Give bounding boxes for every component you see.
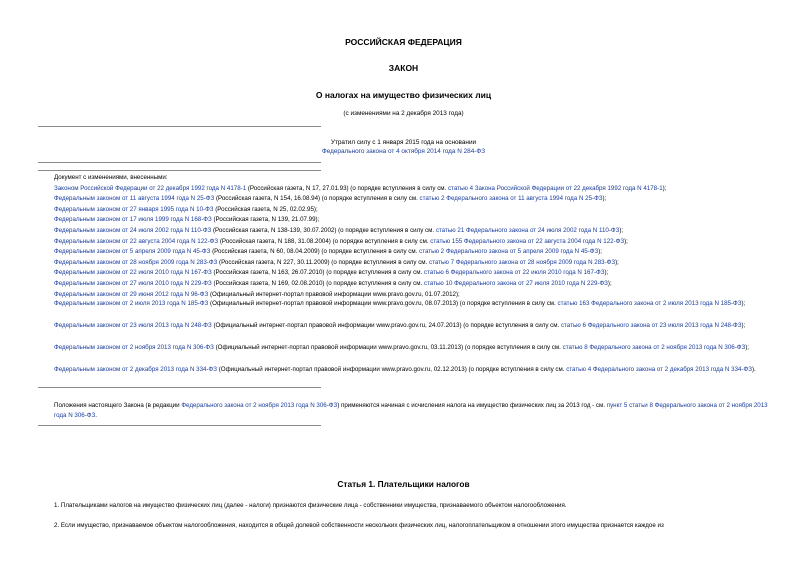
amendment-row: [54, 215, 770, 226]
amendment-tail: );: [602, 195, 607, 203]
amendment-source: (Российская газета, N 60, 08.04.2009) (о порядке вступления в силу см.: [210, 248, 420, 256]
amendment-article-link[interactable]: статью 10 Федерального закона от 27 июля 2010 года N 229-ФЗ: [423, 279, 608, 287]
law-heading: ЗАКОН: [388, 63, 419, 73]
amendment-tail: );: [745, 344, 750, 351]
amendment-tail: );: [615, 258, 619, 266]
amendment-source: (Официальный интернет-портал правовой информации www.pravo.gov.ru, 08.07.2013) (о порядке вступления в силу см.: [208, 300, 558, 307]
amendment-paragraph: [38, 321, 768, 331]
amendment-source: (Официальный интернет-портал правовой информации www.pravo.gov.ru, 24.07.2013) (о порядке вступления в силу см.: [211, 322, 561, 329]
federation-heading: РОССИЙСКАЯ ФЕДЕРАЦИЯ: [345, 37, 462, 47]
amendment-law-link[interactable]: Федеральным законом от 2 июля 2013 года N 185-ФЗ: [54, 300, 209, 307]
amendment-law-link[interactable]: Федеральным законом от 23 июля 2013 года N 248-ФЗ: [54, 322, 212, 329]
amendment-law-link[interactable]: Федеральным законом от 11 августа 1994 года N 25-ФЗ: [54, 195, 215, 203]
amendment-tail: );: [619, 226, 624, 234]
amendment-paragraph: [38, 365, 768, 375]
amendment-law-link[interactable]: Федеральным законом от 28 ноября 2009 года N 283-ФЗ: [54, 258, 218, 266]
amendment-row: [54, 279, 770, 290]
amendment-tail: );: [741, 300, 746, 307]
amendment-article-link[interactable]: статью 7 Федерального закона от 28 ноября 2009 года N 283-ФЗ: [429, 258, 616, 266]
rule: [38, 162, 321, 163]
amendment-row: [54, 226, 770, 237]
lost-force-text: Утратил силу с 1 января 2015 года на основании: [330, 139, 477, 146]
amendment-law-link[interactable]: Федеральным законом от 22 августа 2004 года N 122-ФЗ: [54, 237, 219, 245]
amendment-tail: );: [741, 322, 746, 329]
rule: [38, 170, 321, 171]
amendment-row: [54, 237, 770, 248]
amended-note: (с изменениями на 2 декабря 2013 года): [343, 110, 464, 117]
amendment-paragraph: [38, 299, 768, 309]
note-link-306fz[interactable]: Федерального закона от 2 ноября 2013 года N 306-ФЗ: [181, 402, 338, 409]
rule: [38, 387, 321, 388]
amendment-paragraph: [38, 343, 768, 353]
amendment-law-link[interactable]: Федеральным законом от 22 июля 2010 года N 167-ФЗ: [54, 269, 212, 277]
amendment-source: (Официальный интернет-портал правовой информации www.pravo.gov.ru, 03.11.2013) (о порядке вступления в силу см.: [213, 344, 563, 351]
amendment-law-link[interactable]: Федеральным законом от 17 июля 1999 года N 168-ФЗ: [54, 216, 212, 224]
amendment-source: (Российская газета, N 169, 02.08.2010) (о порядке вступления в силу см.: [211, 279, 424, 287]
rule: [38, 425, 321, 426]
amendment-article-link[interactable]: статью 6 Федерального закона от 22 июля 2010 года N 167-ФЗ: [423, 269, 605, 277]
amendment-law-link[interactable]: Законом Российской Федерации от 22 декабря 1992 года N 4178-1: [54, 184, 247, 192]
changes-intro: Документ с изменениями, внесенными:: [54, 174, 168, 181]
amendment-law-link[interactable]: Федеральным законом от 2 ноября 2013 года N 306-ФЗ: [54, 344, 214, 351]
amendment-article-link[interactable]: статью 155 Федерального закона от 22 августа 2004 года N 122-ФЗ: [430, 237, 625, 245]
amendment-tail: );: [607, 279, 612, 287]
amendment-source: (Российская газета, N 154, 16.08.94) (о порядке вступления в силу см.: [214, 195, 420, 203]
amendment-law-link[interactable]: Федеральным законом от 29 июня 2012 года N 96-ФЗ: [54, 290, 209, 298]
article-1-paragraph-1: 1. Плательщиками налогов на имущество физических лиц (далее - налоги) признаются физические лица - собственники имущества, признаваемого объектом налогообложения.: [54, 502, 567, 509]
amendment-source: (Российская газета, N 17, 27.01.93) (о порядке вступления в силу см.: [246, 184, 448, 192]
rule: [38, 126, 321, 127]
amendment-source: (Российская газета, N 25, 02.02.95);: [213, 205, 318, 213]
amendment-article-link[interactable]: статью 163 Федерального закона от 2 июля 2013 года N 185-ФЗ: [557, 300, 742, 307]
amendment-tail: );: [662, 184, 667, 192]
amendment-law-link[interactable]: Федеральным законом от 2 декабря 2013 года N 334-ФЗ: [54, 366, 217, 373]
amendment-source: (Официальный интернет-портал правовой информации www.pravo.gov.ru, 01.07.2012);: [208, 290, 460, 298]
note-link-article8[interactable]: пункт 5 статьи 8 Федерального закона от 2 ноября 2013 года N 306-ФЗ: [54, 402, 768, 419]
amendment-tail: );: [598, 248, 603, 256]
amendment-article-link[interactable]: статью 8 Федерального закона от 2 ноября 2013 года N 306-ФЗ: [562, 344, 746, 351]
amendment-tail: );: [624, 237, 628, 245]
amendment-row: [54, 194, 770, 205]
amendment-source: (Российская газета, N 227, 30.11.2009) (о порядке вступления в силу см.: [217, 258, 429, 266]
amendment-source: (Российская газета, N 188, 31.08.2004) (о порядке вступления в силу см.: [218, 237, 431, 245]
amendment-source: (Официальный интернет-портал правовой информации www.pravo.gov.ru, 02.12.2013) (о порядке вступления в силу см.: [216, 366, 567, 373]
amendment-law-link[interactable]: Федеральным законом от 5 апреля 2009 года N 45-ФЗ: [54, 248, 211, 256]
amendment-article-link[interactable]: статью 21 Федерального закона от 24 июля 2002 года N 110-ФЗ: [435, 226, 620, 234]
amendment-source: (Российская газета, N 139, 21.07.99);: [211, 216, 320, 224]
amendment-law-link[interactable]: Федеральным законом от 27 января 1995 года N 10-ФЗ: [54, 205, 214, 213]
amendment-law-link[interactable]: Федеральным законом от 27 июля 2010 года N 229-ФЗ: [54, 279, 212, 287]
law-title: О налогах на имущество физических лиц: [315, 90, 492, 100]
amendment-article-link[interactable]: статью 2 Федерального закона от 11 августа 1994 года N 25-ФЗ: [419, 195, 603, 203]
article-1-title: Статья 1. Плательщики налогов: [337, 479, 470, 489]
amendment-tail: ).: [751, 366, 756, 373]
amendment-article-link[interactable]: статью 4 Закона Российской Федерации от 22 декабря 1992 года N 4178-1: [448, 184, 663, 192]
amendment-source: (Российская газета, N 163, 26.07.2010) (о порядке вступления в силу см.: [211, 269, 424, 277]
amendment-row: [54, 184, 770, 195]
amendment-row: [54, 247, 770, 258]
amendment-row: [54, 268, 770, 279]
amendment-law-link[interactable]: Федеральным законом от 24 июля 2002 года N 110-ФЗ: [54, 226, 212, 234]
amendment-article-link[interactable]: статью 2 Федерального закона от 5 апреля 2009 года N 45-ФЗ: [419, 248, 599, 256]
note-paragraph: Положения настоящего Закона (в редакции Федерального закона от 2 ноября 2013 года N 306-ФЗ) применяются начиная с исчисления налога на имущество физических лиц за 2013 год - см. пункт 5 статьи 8 Федерального закона от 2 ноября 2013 года N 306-ФЗ.: [54, 402, 768, 419]
changes-list: [54, 173, 770, 300]
article-1-paragraph-2: 2. Если имущество, признаваемое объектом налогообложения, находится в общей долевой собственности нескольких физических лиц, налогоплательщиком в отношении этого имущества признается каждое из: [54, 522, 664, 529]
amendment-row: [54, 205, 770, 216]
lost-force-link[interactable]: Федерального закона от 4 октября 2014 года N 284-ФЗ: [321, 148, 486, 155]
amendment-article-link[interactable]: статью 4 Федерального закона от 2 декабря 2013 года N 334-ФЗ: [566, 366, 752, 373]
amendment-row: [54, 258, 770, 269]
amendment-tail: );: [604, 269, 609, 277]
amendment-article-link[interactable]: статью 6 Федерального закона от 23 июля 2013 года N 248-ФЗ: [560, 322, 742, 329]
amendment-source: (Российская газета, N 138-139, 30.07.2002) (о порядке вступления в силу см.: [211, 226, 436, 234]
